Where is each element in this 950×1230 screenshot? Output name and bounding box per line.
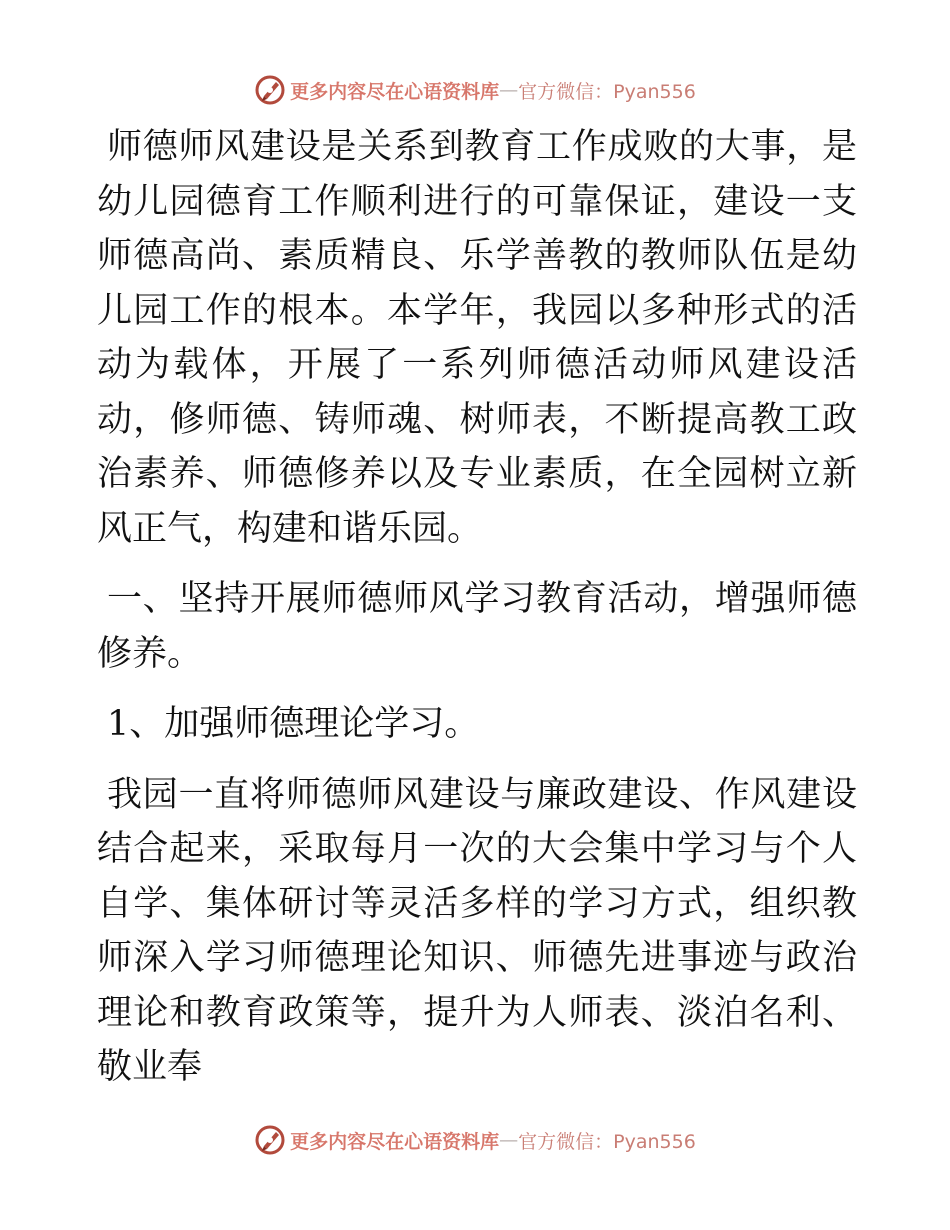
section-heading-1: 一、坚持开展师德师风学习教育活动，增强师德修养。 [97, 579, 857, 674]
header-banner [0, 70, 950, 110]
pen-logo-icon [254, 1124, 286, 1156]
paragraph-intro: 师德师风建设是关系到教育工作成败的大事，是幼儿园德育工作顺利进行的可靠保证，建设一支师德高尚、素质精良、乐学善教的教师队伍是幼儿园工作的根本。本学年，我园以多种形式的活动为载体，开展了一系列师德活动师风建设活动，修师德、铸师魂、树师表，不断提高教工政治素养、师德修养以及专业素质，在全园树立新风正气，构建和谐乐园。 [97, 127, 857, 549]
subsection-heading-1: 1、加强师德理论学习。 [107, 704, 480, 744]
banner-brand-text: 更多内容尽在心语资料库 [290, 80, 500, 103]
banner-separator: — [499, 79, 519, 101]
banner-separator: — [499, 1129, 519, 1151]
pen-logo-icon [254, 74, 286, 106]
banner-wechat-text: 官方微信：Pyan556 [518, 80, 696, 103]
footer-banner [0, 1120, 950, 1160]
document-body [97, 120, 857, 1111]
paragraph-study: 我园一直将师德师风建设与廉政建设、作风建设结合起来，采取每月一次的大会集中学习与个人自学、集体研讨等灵活多样的学习方式，组织教师深入学习师德理论知识、师德先进事迹与政治理论和教育政策等，提升为人师表、淡泊名利、敬业奉 [97, 774, 857, 1087]
banner-wechat-text: 官方微信：Pyan556 [518, 1130, 696, 1153]
banner-brand-text: 更多内容尽在心语资料库 [290, 1130, 500, 1153]
